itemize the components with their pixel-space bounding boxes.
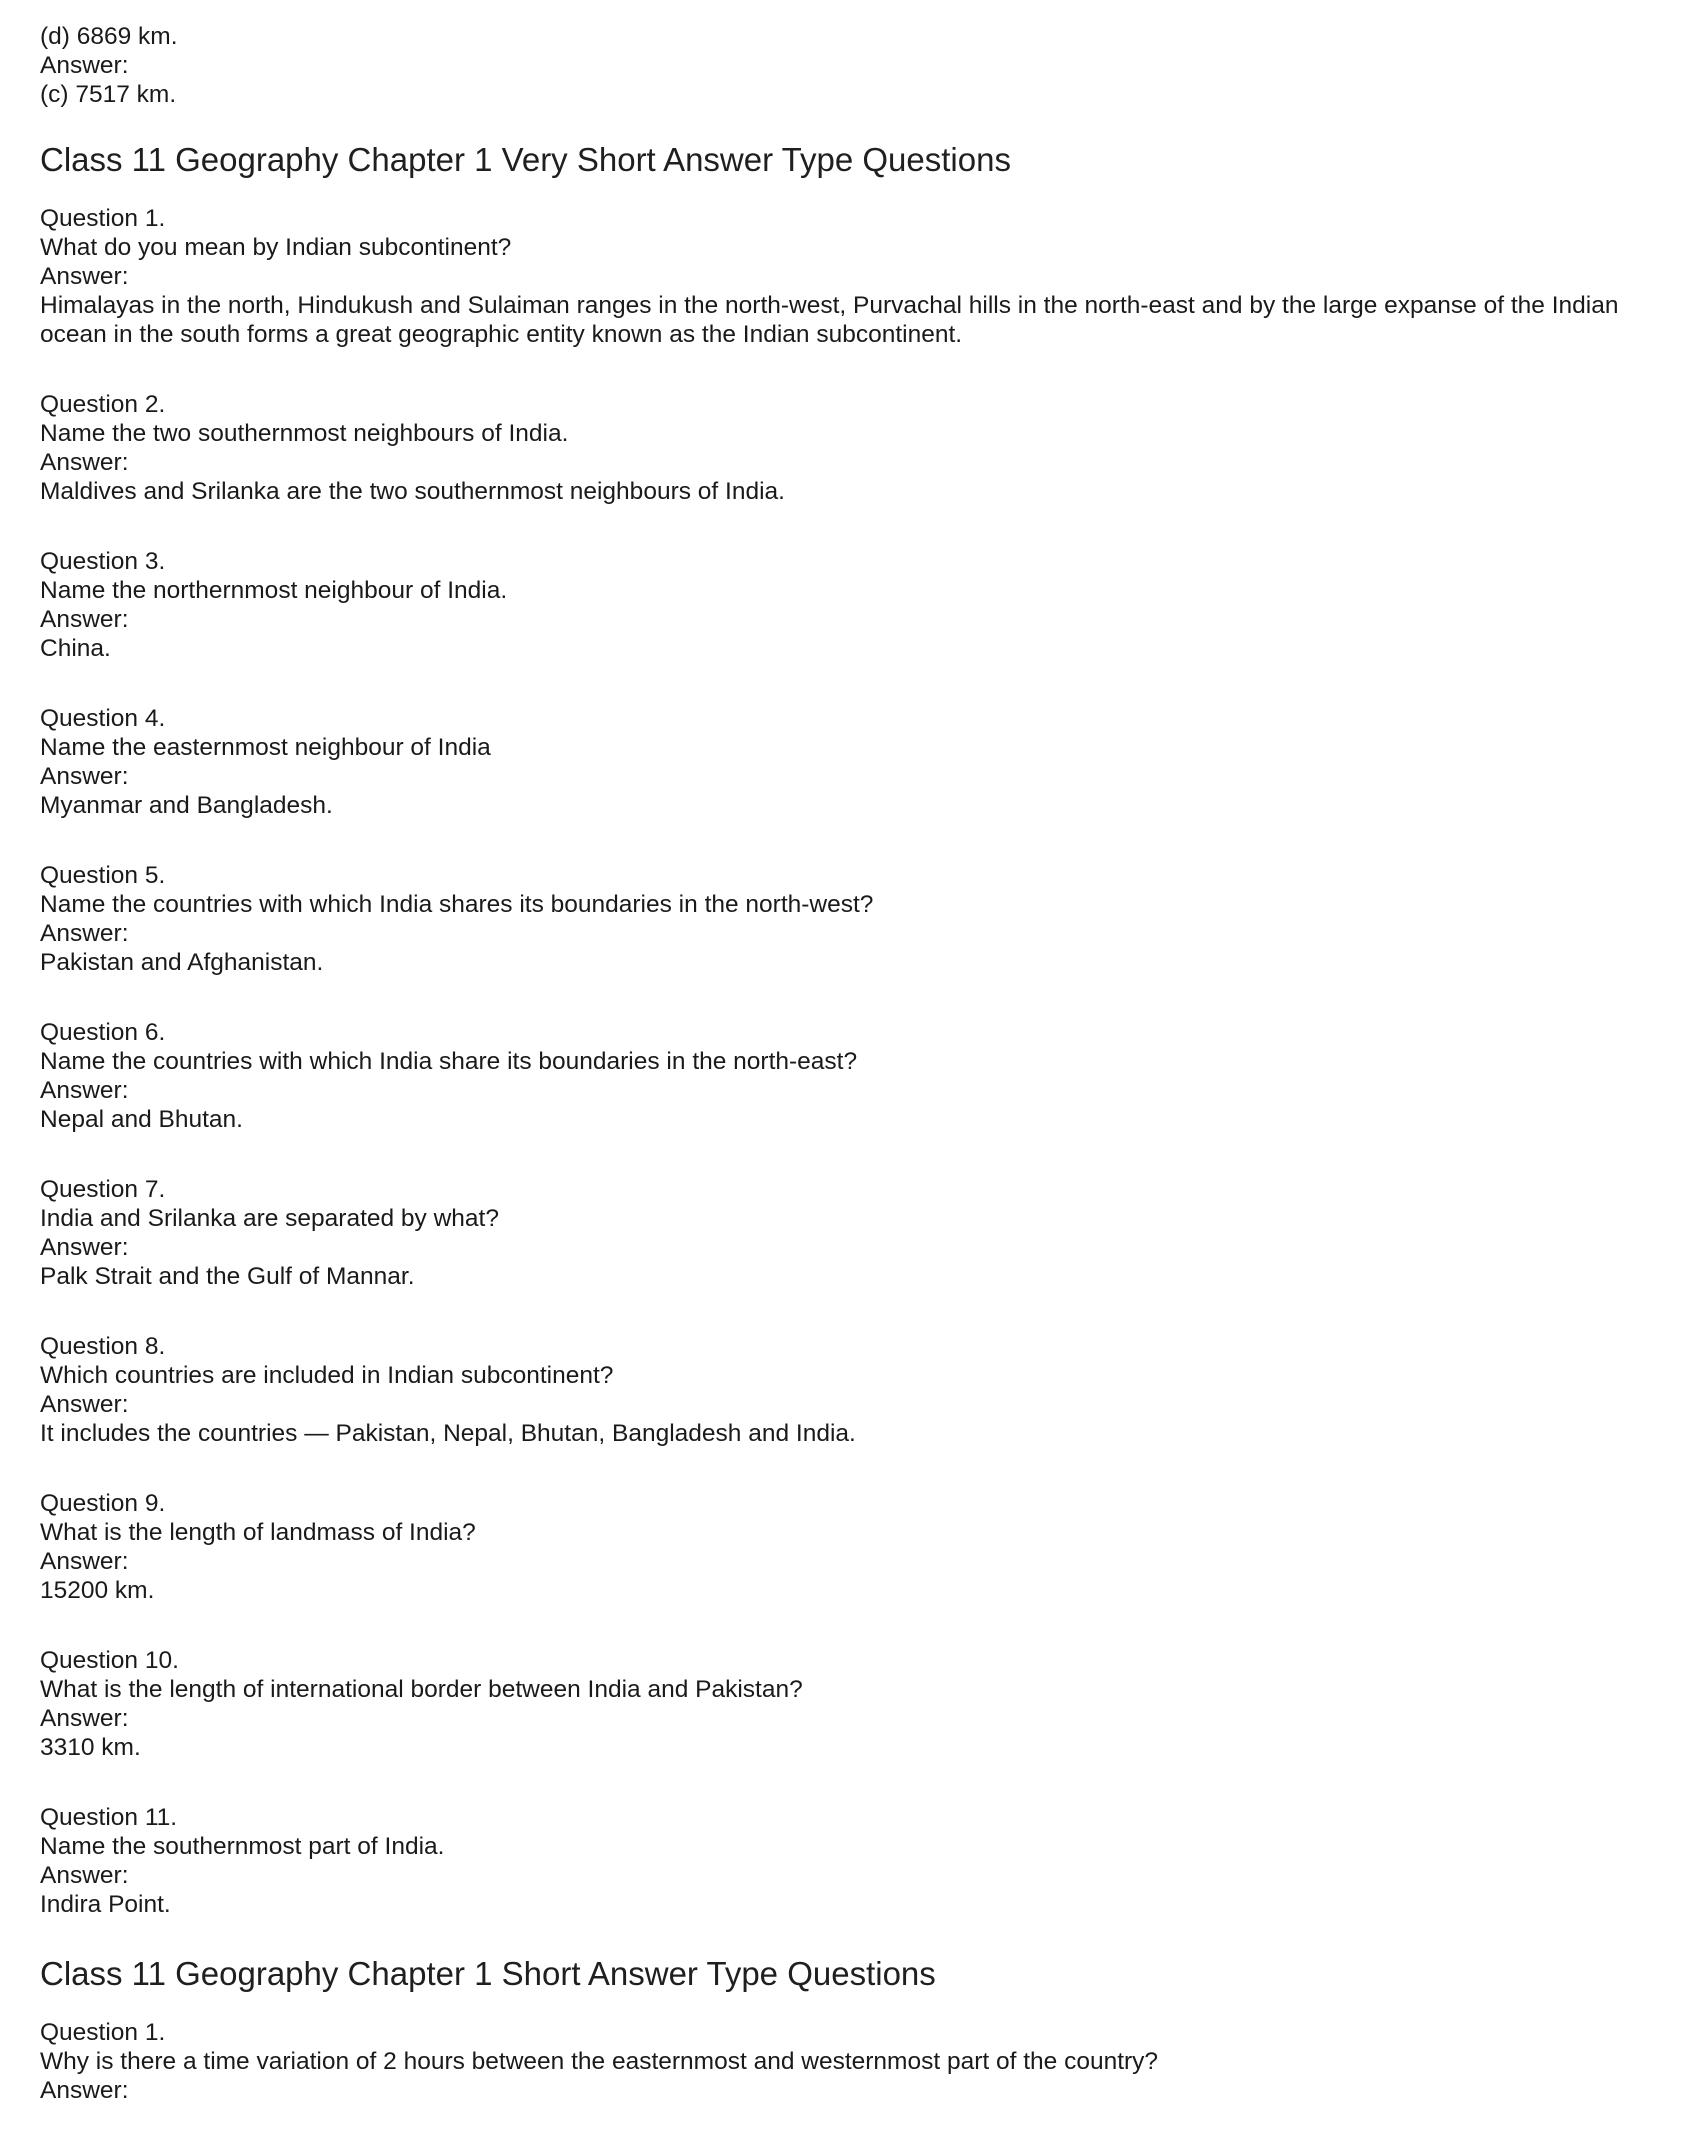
question-text: India and Srilanka are separated by what? [40, 1205, 499, 1232]
question-block [40, 1332, 1680, 1448]
answer-text: Nepal and Bhutan. [40, 1106, 243, 1133]
answer-label: Answer: [40, 1548, 129, 1575]
question-number: Question 8. [40, 1333, 166, 1360]
answer-text: Maldives and Srilanka are the two southernmost neighbours of India. [40, 478, 785, 505]
question-number: Question 7. [40, 1176, 166, 1203]
question-number: Question 2. [40, 391, 166, 418]
question-text: Name the countries with which India share its boundaries in the north-east? [40, 1048, 858, 1075]
question-text: What is the length of landmass of India? [40, 1519, 476, 1546]
question-block [40, 861, 1680, 977]
answer-label: Answer: [40, 1862, 129, 1889]
answer-text: Pakistan and Afghanistan. [40, 949, 324, 976]
question-block [40, 1175, 1680, 1291]
question-number: Question 6. [40, 1019, 166, 1046]
question-number: Question 3. [40, 548, 166, 575]
question-text: Which countries are included in Indian subcontinent? [40, 1362, 614, 1389]
answer-label: Answer: [40, 52, 129, 79]
answer-text: Indira Point. [40, 1891, 171, 1918]
answer-label: Answer: [40, 1234, 129, 1261]
section-heading: Class 11 Geography Chapter 1 Short Answer Type Questions [40, 1955, 936, 1992]
answer-text: 3310 km. [40, 1734, 141, 1761]
question-number: Question 11. [40, 1804, 178, 1831]
answer-text: It includes the countries — Pakistan, Nepal, Bhutan, Bangladesh and India. [40, 1420, 856, 1447]
answer-label: Answer: [40, 1077, 129, 1104]
question-number: Question 5. [40, 862, 166, 889]
question-text: Name the countries with which India shares its boundaries in the north-west? [40, 891, 874, 918]
answer-label: Answer: [40, 1391, 129, 1418]
question-block [40, 1803, 1680, 1919]
answer-label: Answer: [40, 763, 129, 790]
question-block [40, 547, 1680, 663]
question-number: Question 4. [40, 705, 166, 732]
question-text: What is the length of international border between India and Pakistan? [40, 1676, 803, 1703]
answer-text: Palk Strait and the Gulf of Mannar. [40, 1263, 415, 1290]
answer-label: Answer: [40, 1705, 129, 1732]
answer-label: Answer: [40, 2077, 129, 2104]
document-page [40, 22, 1680, 2146]
answer-label: Answer: [40, 263, 129, 290]
option-d: (d) 6869 km. [40, 23, 178, 50]
question-block [40, 1646, 1680, 1762]
answer-label: Answer: [40, 449, 129, 476]
question-text: Name the easternmost neighbour of India [40, 734, 491, 761]
answer-label: Answer: [40, 606, 129, 633]
question-block [40, 1018, 1680, 1134]
section-heading: Class 11 Geography Chapter 1 Very Short Answer Type Questions [40, 141, 1011, 178]
question-block [40, 1489, 1680, 1605]
question-text: Name the northernmost neighbour of India. [40, 577, 508, 604]
question-text: Name the two southernmost neighbours of India. [40, 420, 569, 447]
question-number: Question 10. [40, 1647, 179, 1674]
question-number: Question 1. [40, 205, 166, 232]
answer-label: Answer: [40, 920, 129, 947]
question-block [40, 390, 1680, 506]
answer-text: 15200 km. [40, 1577, 155, 1604]
answer-text: (c) 7517 km. [40, 81, 177, 108]
question-text: Why is there a time variation of 2 hours between the easternmost and westernmost part of the country? [40, 2048, 1159, 2075]
question-number: Question 9. [40, 1490, 166, 1517]
question-number: Question 1. [40, 2019, 166, 2046]
question-block [40, 704, 1680, 820]
answer-text: Myanmar and Bangladesh. [40, 792, 333, 819]
question-text: What do you mean by Indian subcontinent? [40, 234, 512, 261]
answer-text: Himalayas in the north, Hindukush and Sulaiman ranges in the north-west, Purvachal hills in the north-east and by the large expanse of the Indian ocean in the south forms a great geographic entity known as the Indian subcontinent. [40, 292, 1619, 348]
question-block [40, 204, 1680, 349]
question-text: Name the southernmost part of India. [40, 1833, 445, 1860]
answer-text: China. [40, 635, 111, 662]
question-block [40, 2018, 1680, 2105]
previous-question-tail [40, 22, 1680, 109]
